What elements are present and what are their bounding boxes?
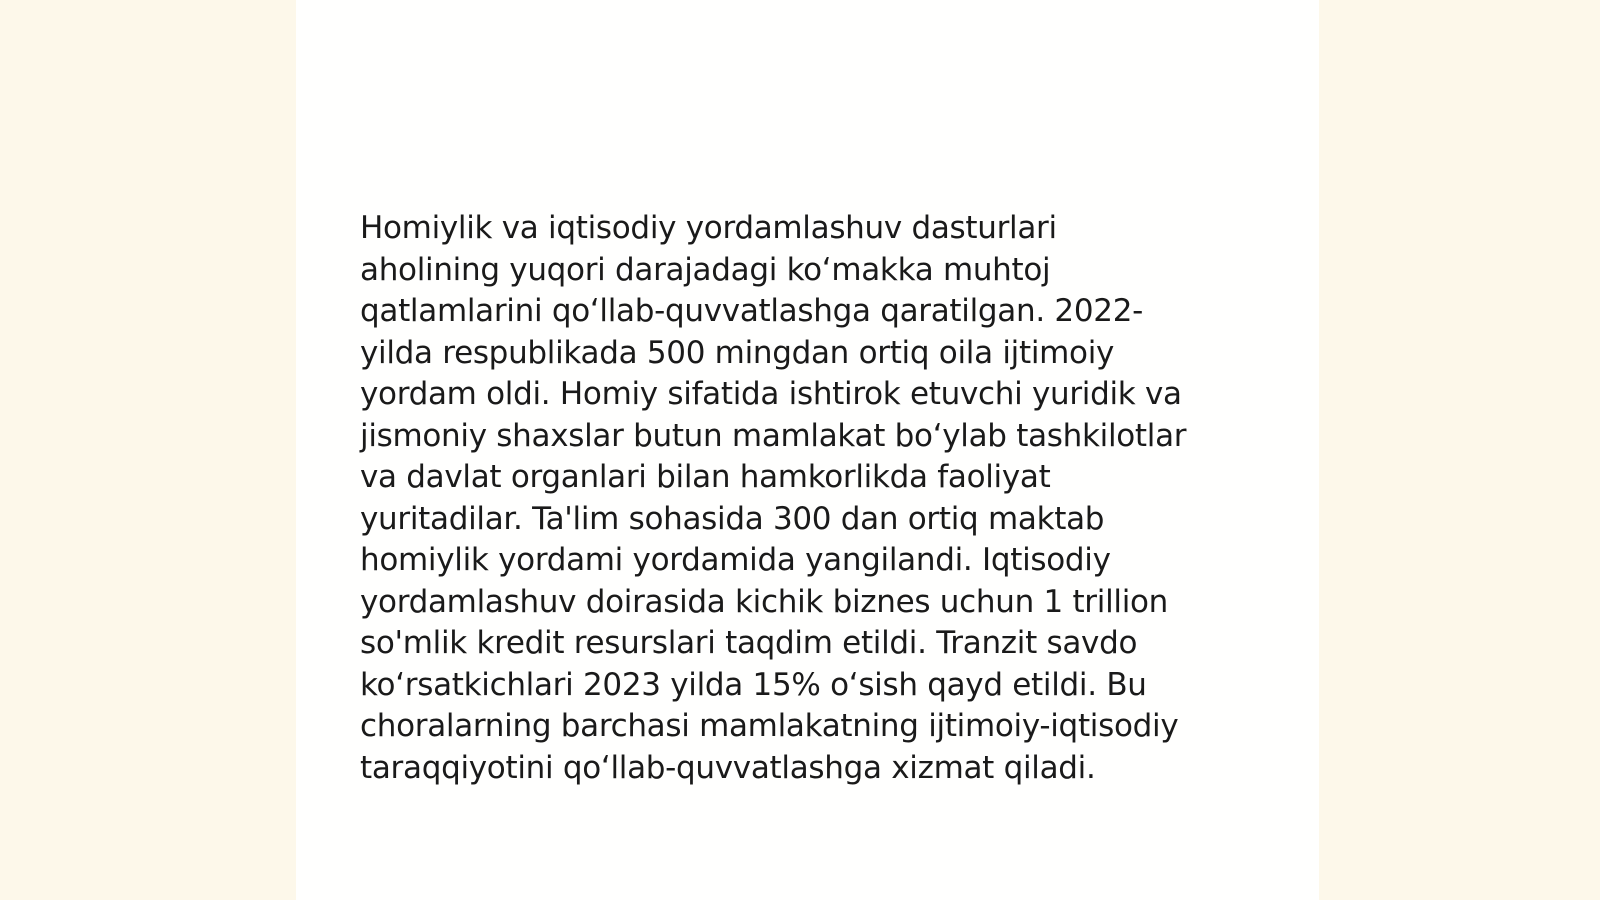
paragraph-line: va davlat organlari bilan hamkorlikda faoliyat xyxy=(360,459,1051,495)
paragraph-line: qatlamlarini qoʻllab-quvvatlashga qaratilgan. 2022- xyxy=(360,293,1144,329)
paragraph-line: taraqqiyotini qoʻllab-quvvatlashga xizmat qiladi. xyxy=(360,749,1096,786)
paragraph-line: yuritadilar. Ta'lim sohasida 300 dan ortiq maktab xyxy=(360,500,1105,537)
paragraph-line: yordamlashuv doirasida kichik biznes uchun 1 trillion xyxy=(360,583,1169,620)
body-paragraph xyxy=(360,208,1260,789)
paragraph-line: koʻrsatkichlari 2023 yilda 15% oʻsish qayd etildi. Bu xyxy=(360,666,1147,703)
paragraph-line: yilda respublikada 500 mingdan ortiq oila ijtimoiy xyxy=(360,334,1115,371)
paragraph-line: so'mlik kredit resurslari taqdim etildi. Tranzit savdo xyxy=(360,625,1138,661)
paragraph-line: Homiylik va iqtisodiy yordamlashuv dasturlari xyxy=(360,210,1057,246)
paragraph-line: aholining yuqori darajadagi koʻmakka muhtoj xyxy=(360,251,1051,288)
paragraph-line: choralarning barchasi mamlakatning ijtimoiy-iqtisodiy xyxy=(360,708,1179,744)
paragraph-line: yordam oldi. Homiy sifatida ishtirok etuvchi yuridik va xyxy=(360,376,1182,412)
paragraph-line: homiylik yordami yordamida yangilandi. Iqtisodiy xyxy=(360,542,1111,578)
document-page xyxy=(296,0,1319,900)
paragraph-line: jismoniy shaxslar butun mamlakat boʻylab tashkilotlar xyxy=(360,417,1187,454)
